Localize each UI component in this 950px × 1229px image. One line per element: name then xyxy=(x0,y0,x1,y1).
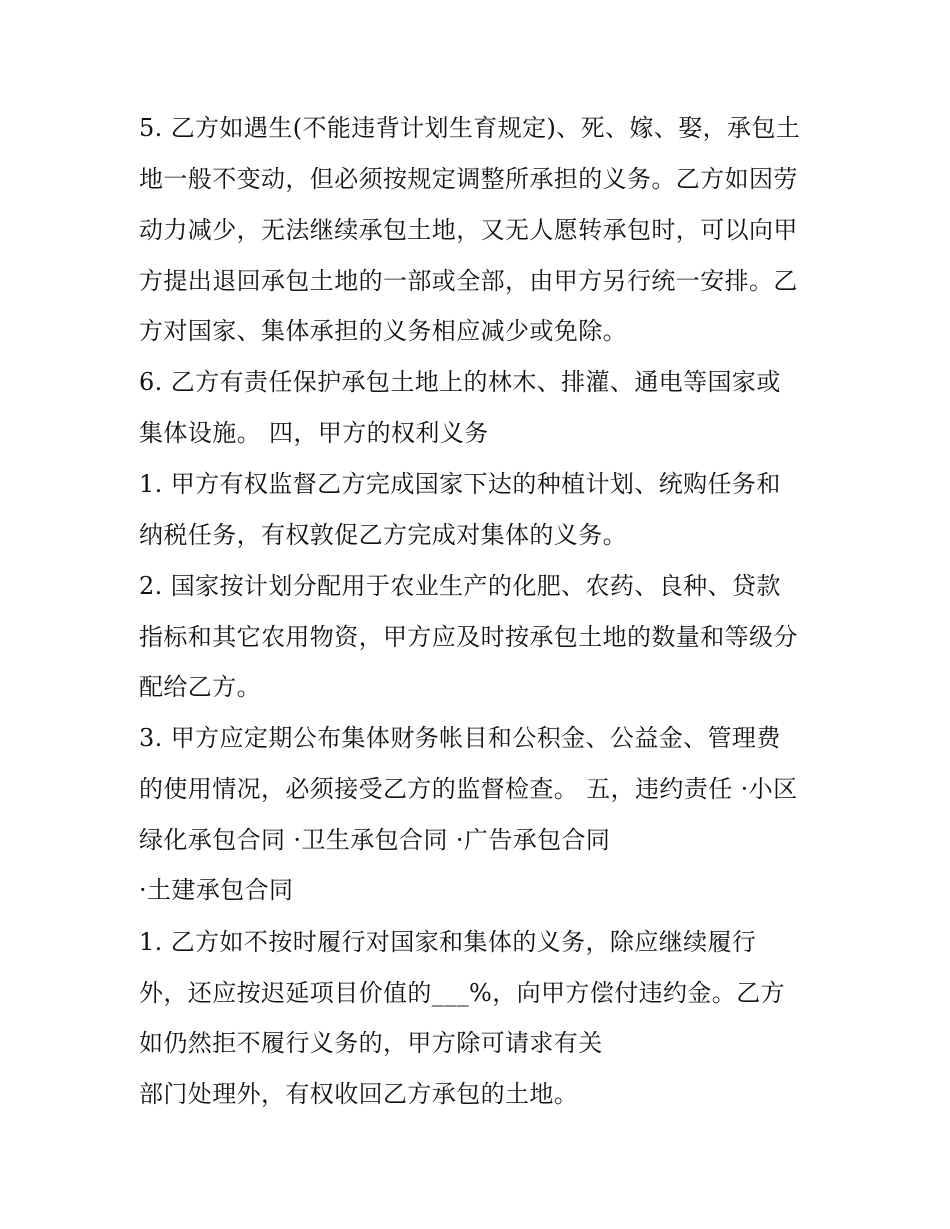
text-line: 绿化承包合同 ·卫生承包合同 ·广告承包合同 xyxy=(139,826,611,854)
text-line: 1. 乙方如不按时履行对国家和集体的义务，除应继续履行 xyxy=(139,928,757,956)
text-line: 指标和其它农用物资，甲方应及时按承包土地的数量和等级分 xyxy=(139,623,798,651)
text-line: 配给乙方。 xyxy=(139,673,261,701)
text-line: 6. 乙方有责任保护承包土地上的林木、排灌、通电等国家或 xyxy=(139,368,781,396)
text-line: 如仍然拒不履行义务的，甲方除可请求有关 xyxy=(139,1029,603,1057)
text-line: 动力减少，无法继续承包土地，又无人愿转承包时，可以向甲 xyxy=(139,216,798,244)
text-line: 的使用情况，必须接受乙方的监督检查。 五，违约责任 ·小区 xyxy=(139,775,798,803)
text-line: 外，还应按迟延项目价值的___%，向甲方偿付违约金。乙方 xyxy=(139,979,786,1007)
text-line: ·土建承包合同 xyxy=(139,876,294,904)
text-line: 3. 甲方应定期公布集体财务帐目和公积金、公益金、管理费 xyxy=(139,724,781,752)
text-line: 方对国家、集体承担的义务相应减少或免除。 xyxy=(139,317,627,345)
text-line: 2. 国家按计划分配用于农业生产的化肥、农药、良种、贷款 xyxy=(139,572,781,600)
text-line: 集体设施。 四，甲方的权利义务 xyxy=(139,419,489,447)
text-line: 部门处理外，有权收回乙方承包的土地。 xyxy=(139,1080,579,1108)
text-line: 1. 甲方有权监督乙方完成国家下达的种植计划、统购任务和 xyxy=(139,470,781,498)
text-line: 地一般不变动，但必须按规定调整所承担的义务。乙方如因劳 xyxy=(139,165,798,193)
text-line: 纳税任务，有权敦促乙方完成对集体的义务。 xyxy=(139,521,627,549)
text-line: 5. 乙方如遇生(不能违背计划生育规定)、死、嫁、娶，承包土 xyxy=(139,114,801,142)
text-line: 方提出退回承包土地的一部或全部，由甲方另行统一安排。乙 xyxy=(139,267,798,295)
